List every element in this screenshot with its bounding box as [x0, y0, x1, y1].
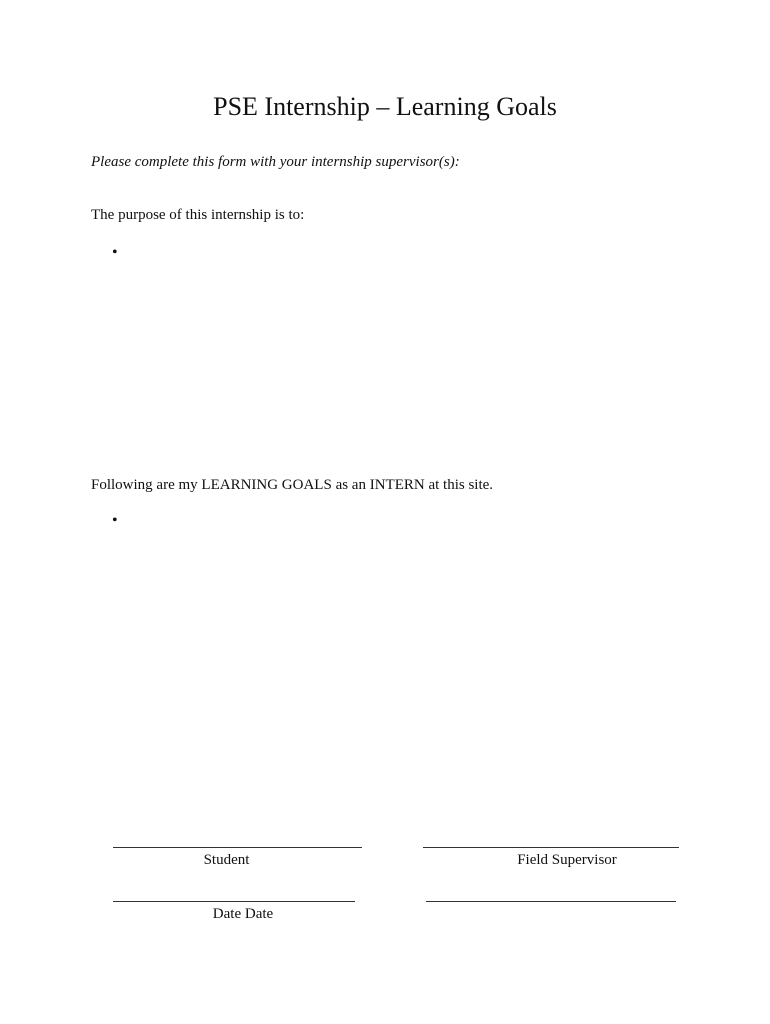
goals-bullet: • [112, 512, 118, 529]
purpose-bullet: • [112, 244, 118, 261]
student-label: Student [203, 852, 250, 868]
supervisor-signature-line [423, 847, 679, 848]
date-line-right [426, 901, 676, 902]
page-title: PSE Internship – Learning Goals [213, 92, 557, 121]
purpose-label: The purpose of this internship is to: [91, 207, 305, 223]
supervisor-label: Field Supervisor [517, 852, 617, 868]
instructions-text: Please complete this form with your internship supervisor(s): [91, 154, 460, 170]
date-line-left [113, 901, 355, 902]
date-label: Date Date [212, 906, 274, 922]
student-signature-line [113, 847, 362, 848]
goals-label: Following are my LEARNING GOALS as an INTERN at this site. [91, 477, 494, 493]
